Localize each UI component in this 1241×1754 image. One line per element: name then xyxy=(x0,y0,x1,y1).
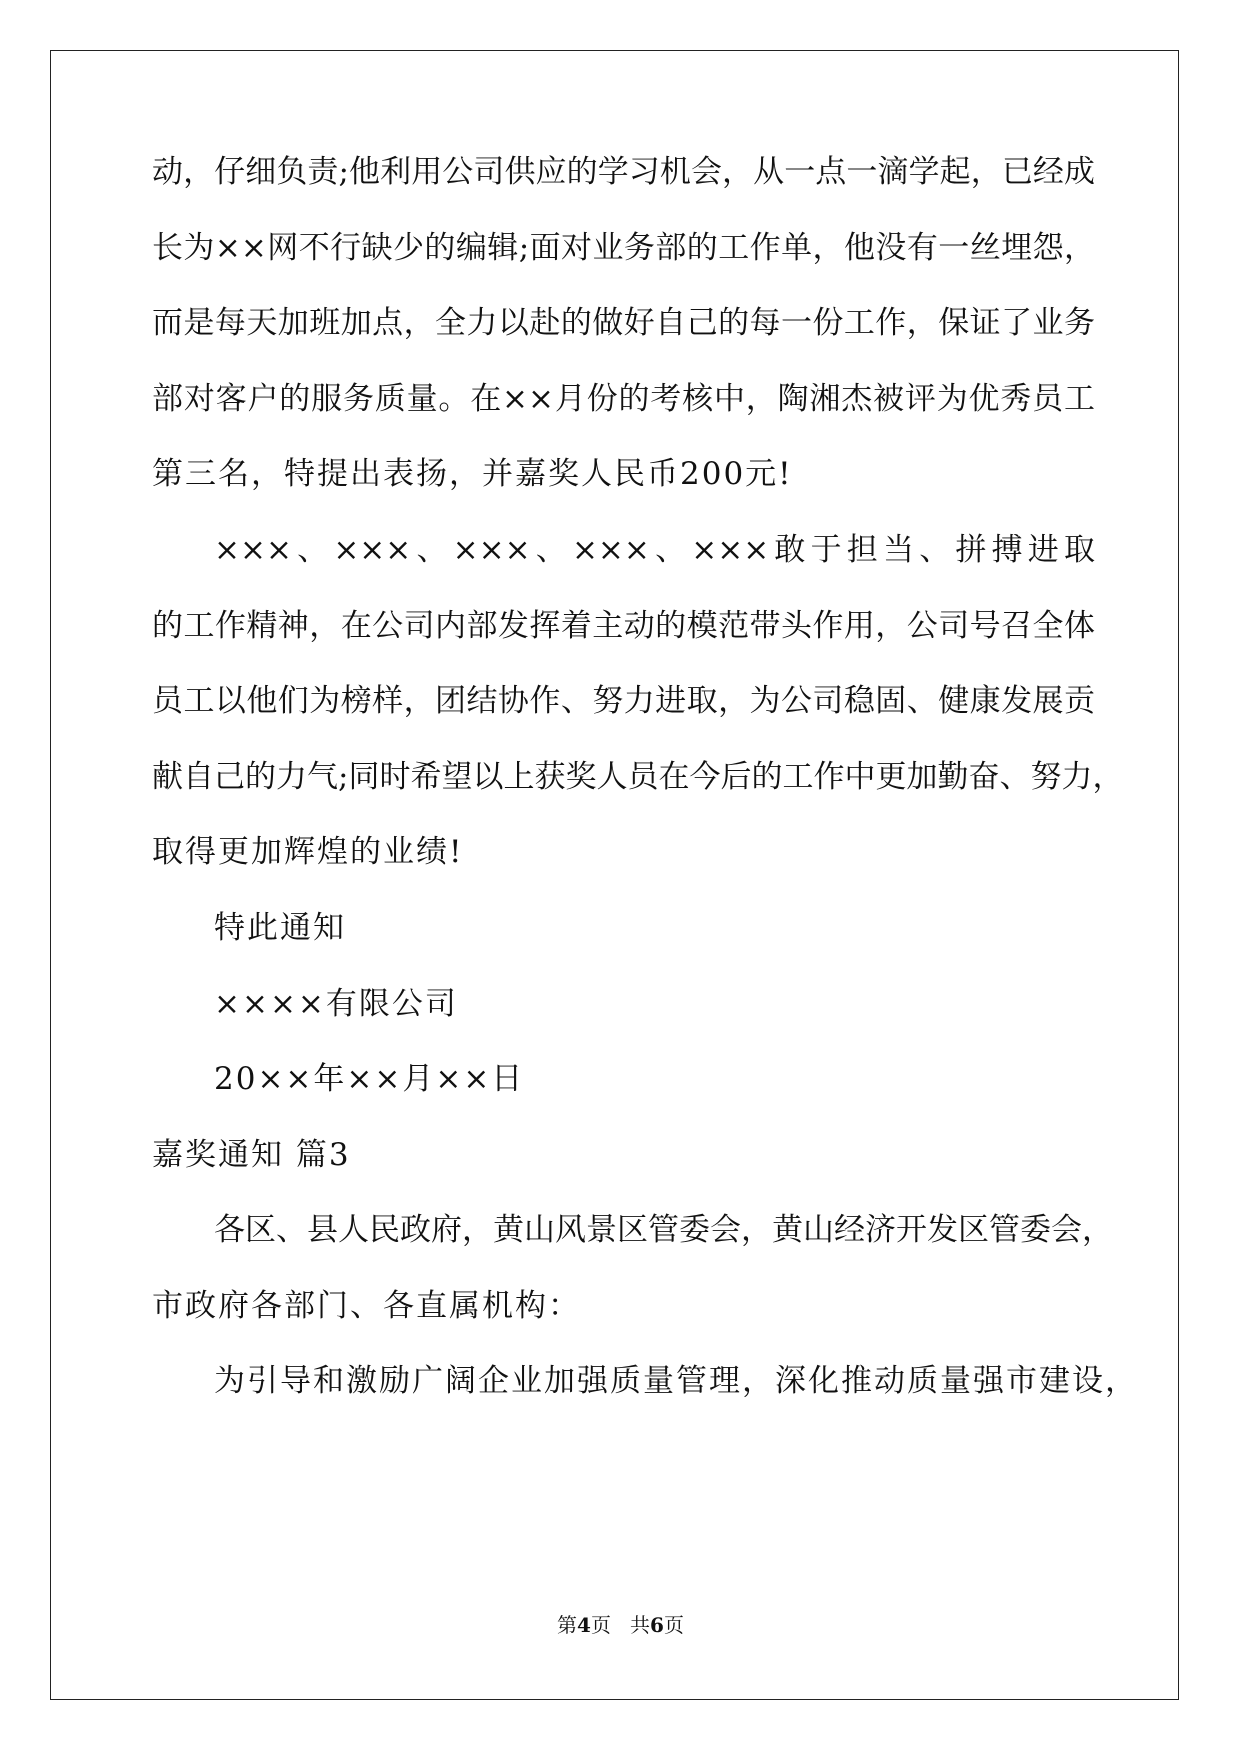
body-line: 取得更加辉煌的业绩! xyxy=(152,834,464,870)
body-line: 的工作精神，在公司内部发挥着主动的模范带头作用，公司号召全体 xyxy=(152,608,1095,644)
body-line: 长为××网不行缺少的编辑;面对业务部的工作单，他没有一丝埋怨， xyxy=(152,230,1095,266)
body-line: 动，仔细负责;他利用公司供应的学习机会，从一点一滴学起，已经成 xyxy=(152,154,1095,190)
body-line: 员工以他们为榜样，团结协作、努力进取，为公司稳固、健康发展贡 xyxy=(152,683,1095,719)
page-border xyxy=(50,50,1179,1700)
date-line: 20××年××月××日 xyxy=(214,1061,525,1097)
paragraph-first-line: 为引导和激励广阔企业加强质量管理，深化推动质量强市建设， xyxy=(214,1363,1138,1399)
company-signature: ××××有限公司 xyxy=(214,986,458,1022)
salutation-line: 市政府各部门、各直属机构： xyxy=(152,1288,581,1324)
section-heading: 嘉奖通知 篇3 xyxy=(152,1137,351,1173)
page-footer xyxy=(0,1612,1241,1638)
body-line: 部对客户的服务质量。在××月份的考核中，陶湘杰被评为优秀员工 xyxy=(152,381,1095,417)
paragraph-first-line: ×××、×××、×××、×××、×××敢于担当、拼搏进取 xyxy=(214,532,1095,568)
footer-current-page: 4 xyxy=(577,1613,591,1637)
footer-total-pages: 6 xyxy=(650,1613,664,1637)
closing-phrase: 特此通知 xyxy=(214,910,346,946)
footer-total-prefix: 共 xyxy=(630,1613,651,1637)
body-line: 而是每天加班加点，全力以赴的做好自己的每一份工作，保证了业务 xyxy=(152,305,1095,341)
body-line: 献自己的力气;同时希望以上获奖人员在今后的工作中更加勤奋、努力， xyxy=(152,759,1124,795)
footer-page-suffix: 页 xyxy=(590,1613,611,1637)
salutation-line: 各区、县人民政府，黄山风景区管委会，黄山经济开发区管委会， xyxy=(214,1212,1113,1248)
body-line: 第三名，特提出表扬，并嘉奖人民币200元! xyxy=(152,456,793,492)
footer-page-prefix: 第 xyxy=(557,1613,578,1637)
footer-total-suffix: 页 xyxy=(663,1613,684,1637)
